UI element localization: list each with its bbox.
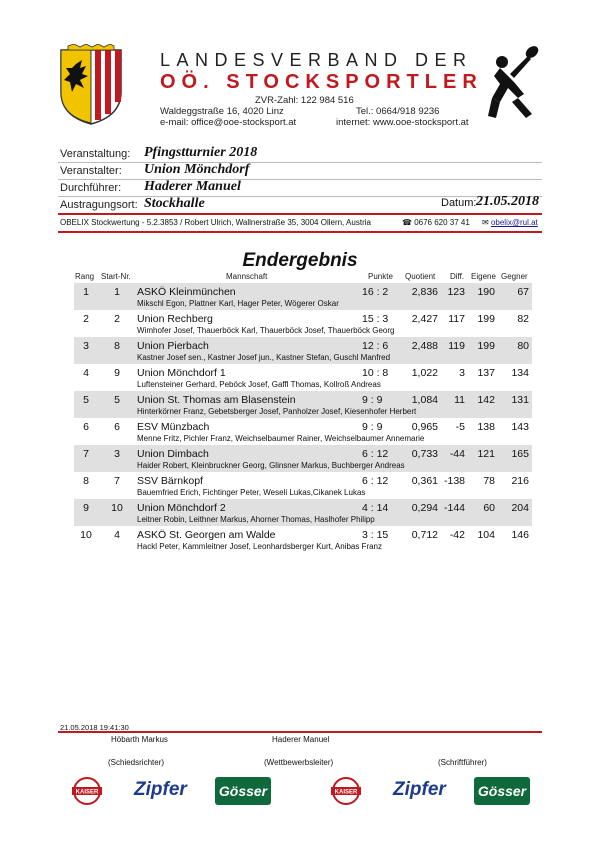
cell-rang: 7 <box>83 448 89 460</box>
cell-punkte: 10 : 8 <box>362 367 389 379</box>
cell-start: 3 <box>114 448 120 460</box>
cell-diff: 3 <box>459 367 465 379</box>
cell-rang: 10 <box>80 529 92 541</box>
cell-quotient: 2,488 <box>411 340 438 352</box>
team-members: Kastner Josef sen., Kastner Josef jun., Kastner Stefan, Guschl Manfred <box>137 353 391 362</box>
cell-diff: -5 <box>455 421 465 433</box>
team-members: Leitner Robin, Leithner Markus, Ahorner Thomas, Haslhofer Philipp <box>137 515 375 524</box>
cell-team: Union Mönchdorf 1 <box>137 367 226 379</box>
team-members: Hackl Peter, Kammleitner Josef, Leonhardsberger Kurt, Anibas Franz <box>137 542 383 551</box>
gosser-logo: Gösser <box>215 777 271 805</box>
col-gegner: Gegner <box>501 272 528 281</box>
org-name-line1: LANDESVERBAND DER <box>160 50 473 70</box>
cell-start: 7 <box>114 475 120 487</box>
org-name-line2: OÖ. STOCKSPORTLER <box>160 71 483 93</box>
cell-team: ESV Münzbach <box>137 421 210 433</box>
schiedsrichter-name: Höbarth Markus <box>111 735 168 744</box>
cell-eigene: 199 <box>477 313 495 325</box>
cell-gegner: 80 <box>517 340 529 352</box>
cell-punkte: 15 : 3 <box>362 313 389 325</box>
cell-rang: 5 <box>83 394 89 406</box>
kaiser-logo <box>329 776 363 806</box>
kaiser-logo <box>70 776 104 806</box>
cell-quotient: 2,836 <box>411 286 438 298</box>
cell-diff: -144 <box>443 502 465 514</box>
table-row <box>74 418 532 445</box>
cell-start: 4 <box>114 529 120 541</box>
zipfer-logo: Zipfer <box>134 779 187 800</box>
datum-value: 21.05.2018 <box>476 194 539 209</box>
veranstaltung-value: Pfingstturnier 2018 <box>144 145 258 160</box>
team-members: Wimhofer Josef, Thauerböck Karl, Thauerböck Josef, Thauerböck Georg <box>137 326 395 335</box>
table-row <box>74 337 532 364</box>
col-rang: Rang <box>75 272 95 281</box>
cell-diff: -44 <box>449 448 465 460</box>
cell-rang: 3 <box>83 340 89 352</box>
cell-quotient: 0,712 <box>411 529 438 541</box>
cell-rang: 8 <box>83 475 89 487</box>
col-diff: Diff. <box>450 272 465 281</box>
cell-gegner: 146 <box>511 529 529 541</box>
cell-punkte: 3 : 15 <box>362 529 389 541</box>
team-members: Luftensteiner Gerhard, Peböck Josef, Gaffl Thomas, Kollroß Andreas <box>137 380 381 389</box>
upper-austria-crest-icon <box>58 44 124 126</box>
team-members: Hinterkörner Franz, Gebetsberger Josef, Panholzer Josef, Kiesenhofer Herbert <box>137 407 417 416</box>
cell-eigene: 60 <box>483 502 495 514</box>
cell-quotient: 1,084 <box>411 394 438 406</box>
cell-start: 1 <box>114 286 120 298</box>
cell-punkte: 9 : 9 <box>362 394 383 406</box>
table-row <box>74 499 532 526</box>
cell-team: Union Mönchdorf 2 <box>137 502 226 514</box>
table-row <box>74 364 532 391</box>
datum-label: Datum: <box>441 197 477 209</box>
cell-gegner: 204 <box>511 502 529 514</box>
cell-team: ASKÖ Kleinmünchen <box>137 286 236 298</box>
table-row <box>74 391 532 418</box>
cell-punkte: 16 : 2 <box>362 286 389 298</box>
cell-gegner: 131 <box>511 394 529 406</box>
cell-diff: 119 <box>448 340 465 352</box>
cell-punkte: 4 : 14 <box>362 502 389 514</box>
team-members: Bauemfried Erich, Fichtinger Peter, Weseli Lukas,Cikanek Lukas <box>137 488 366 497</box>
cell-eigene: 142 <box>477 394 495 406</box>
cell-rang: 9 <box>83 502 89 514</box>
col-start: Start-Nr. <box>101 272 131 281</box>
software-phone: ☎ 0676 620 37 41 <box>402 218 470 227</box>
cell-quotient: 0,361 <box>411 475 438 487</box>
table-row <box>74 472 532 499</box>
cell-rang: 6 <box>83 421 89 433</box>
cell-start: 10 <box>111 502 123 514</box>
table-row <box>74 283 532 310</box>
cell-eigene: 78 <box>483 475 495 487</box>
col-mannschaft: Mannschaft <box>226 272 268 281</box>
schriftfuehrer-role: (Schriftführer) <box>438 758 487 767</box>
wettbewerbsleiter-role: (Wettbewerbsleiter) <box>264 758 334 767</box>
divider-red <box>58 213 542 215</box>
cell-gegner: 216 <box>511 475 529 487</box>
cell-eigene: 138 <box>477 421 495 433</box>
cell-rang: 4 <box>83 367 89 379</box>
durchfuehrer-value: Haderer Manuel <box>144 179 241 194</box>
veranstalter-label: Veranstalter: <box>60 165 122 177</box>
svg-text:KAISER: KAISER <box>75 789 99 796</box>
col-eigene: Eigene <box>471 272 496 281</box>
cell-start: 2 <box>114 313 120 325</box>
stocksport-player-icon <box>480 42 542 124</box>
cell-start: 6 <box>114 421 120 433</box>
table-row <box>74 445 532 472</box>
cell-diff: -42 <box>449 529 465 541</box>
cell-start: 9 <box>114 367 120 379</box>
cell-gegner: 67 <box>517 286 529 298</box>
veranstaltung-label: Veranstaltung: <box>60 148 131 160</box>
col-quotient: Quotient <box>405 272 436 281</box>
software-email-link[interactable] <box>482 218 538 227</box>
cell-punkte: 6 : 12 <box>362 475 389 487</box>
software-email[interactable]: obelix@rul.at <box>490 218 538 227</box>
cell-diff: 117 <box>448 313 465 325</box>
gosser-logo: Gösser <box>474 777 530 805</box>
cell-gegner: 134 <box>511 367 529 379</box>
software-credit: OBELIX Stockwertung - 5.2.3853 / Robert Ulrich, Wallnerstraße 35, 3004 Ollern, Austria <box>60 218 371 227</box>
cell-eigene: 199 <box>477 340 495 352</box>
team-members: Haider Robert, Kleinbruckner Georg, Glinsner Markus, Buchberger Andreas <box>137 461 405 470</box>
page-title: Endergebnis <box>242 250 358 271</box>
cell-start: 5 <box>114 394 120 406</box>
svg-text:KAISER: KAISER <box>334 789 358 796</box>
table-row <box>74 310 532 337</box>
cell-quotient: 2,427 <box>411 313 438 325</box>
cell-diff: -138 <box>443 475 465 487</box>
cell-gegner: 82 <box>517 313 529 325</box>
zipfer-logo: Zipfer <box>393 779 446 800</box>
cell-eigene: 104 <box>477 529 495 541</box>
print-timestamp: 21.05.2018 19:41:30 <box>60 723 129 732</box>
austragungsort-value: Stockhalle <box>144 196 205 211</box>
divider <box>58 162 542 163</box>
cell-team: Union Rechberg <box>137 313 213 325</box>
divider-red <box>58 231 542 233</box>
cell-team: ASKÖ St. Georgen am Walde <box>137 529 276 541</box>
cell-quotient: 1,022 <box>411 367 438 379</box>
cell-team: SSV Bärnkopf <box>137 475 203 487</box>
cell-gegner: 143 <box>511 421 529 433</box>
austragungsort-label: Austragungsort: <box>60 199 138 211</box>
org-email: e-mail: office@ooe-stocksport.at <box>160 117 297 128</box>
team-members: Mikschl Egon, Plattner Karl, Hager Peter, Wögerer Oskar <box>137 299 339 308</box>
team-members: Menne Fritz, Pichler Franz, Weichselbaumer Rainer, Weichselbaumer Annemarie <box>137 434 425 443</box>
cell-punkte: 9 : 9 <box>362 421 383 433</box>
cell-diff: 123 <box>447 286 465 298</box>
cell-diff: 11 <box>454 394 465 406</box>
cell-eigene: 121 <box>477 448 495 460</box>
veranstalter-value: Union Mönchdorf <box>144 162 250 177</box>
cell-start: 8 <box>114 340 120 352</box>
schiedsrichter-role: (Schiedsrichter) <box>108 758 165 767</box>
footer-divider <box>58 731 542 733</box>
zvr-number: ZVR-Zahl: 122 984 516 <box>255 95 354 106</box>
cell-quotient: 0,294 <box>411 502 438 514</box>
cell-team: Union St. Thomas am Blasenstein <box>137 394 296 406</box>
cell-quotient: 0,733 <box>411 448 438 460</box>
cell-punkte: 12 : 6 <box>362 340 389 352</box>
cell-gegner: 165 <box>511 448 529 460</box>
cell-team: Union Pierbach <box>137 340 209 352</box>
durchfuehrer-label: Durchführer: <box>60 182 122 194</box>
cell-rang: 1 <box>83 286 89 298</box>
cell-punkte: 6 : 12 <box>362 448 389 460</box>
cell-team: Union Dimbach <box>137 448 209 460</box>
org-phone: Tel.: 0664/918 9236 <box>356 106 440 117</box>
cell-quotient: 0,965 <box>411 421 438 433</box>
divider <box>58 179 542 180</box>
table-row <box>74 526 532 553</box>
wettbewerbsleiter-name: Haderer Manuel <box>272 735 330 744</box>
cell-rang: 2 <box>83 313 89 325</box>
mail-icon: ✉ <box>482 218 489 227</box>
org-website: internet: www.ooe-stocksport.at <box>336 117 469 128</box>
org-address: Waldeggstraße 16, 4020 Linz <box>160 106 284 117</box>
cell-eigene: 190 <box>477 286 495 298</box>
col-punkte: Punkte <box>368 272 393 281</box>
cell-eigene: 137 <box>477 367 495 379</box>
